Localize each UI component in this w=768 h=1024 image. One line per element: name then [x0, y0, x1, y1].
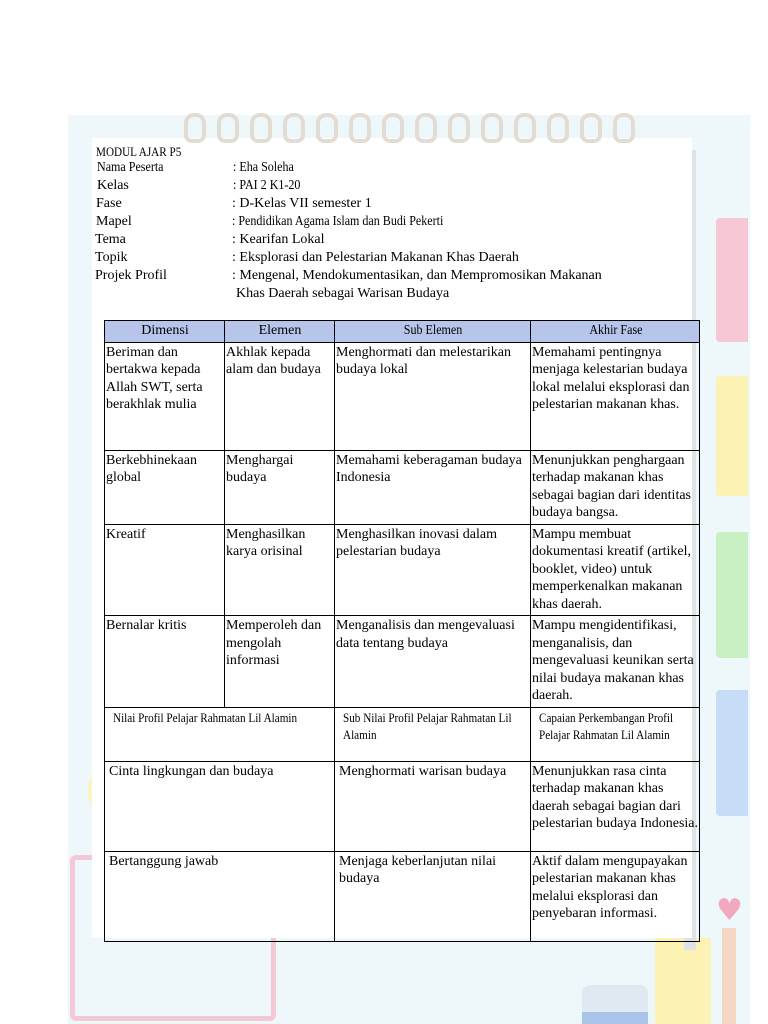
- spiral-ring-icon: [613, 113, 635, 143]
- table-cell: Aktif dalam mengupayakan pelestarian makanan khas melalui eksplorasi dan penyebaran informasi.: [531, 851, 700, 941]
- table-cell: Mampu membuat dokumentasi kreatif (artikel, booklet, video) untuk memperkenalkan makanan khas daerah.: [531, 524, 700, 616]
- info-value: : Kearifan Lokal: [232, 232, 325, 247]
- info-value: : Pendidikan Agama Islam dan Budi Pekerti: [232, 214, 444, 229]
- info-value: : PAI 2 K1-20: [233, 178, 301, 193]
- rahmatan-header-row: [105, 707, 700, 761]
- spiral-ring-icon: [250, 113, 272, 143]
- table-cell: Berkebhinekaan global: [105, 450, 225, 524]
- info-label: Kelas: [97, 178, 129, 193]
- rahmatan-column-header: Sub Nilai Profil Pelajar Rahmatan Lil Alamin: [335, 707, 531, 761]
- spiral-ring-icon: [580, 113, 602, 143]
- table-cell: Memperoleh dan mengolah informasi: [225, 616, 335, 708]
- table-row: [105, 761, 700, 851]
- info-label: Projek Profil: [95, 268, 167, 283]
- rahmatan-column-header: Nilai Profil Pelajar Rahmatan Lil Alamin: [105, 707, 335, 761]
- table-row: [105, 851, 700, 941]
- info-value: : Eksplorasi dan Pelestarian Makanan Khas Daerah: [232, 250, 519, 265]
- column-header: Sub Elemen: [335, 321, 531, 343]
- table-row: [105, 616, 700, 708]
- table-cell: Kreatif: [105, 524, 225, 616]
- table-cell: Mampu mengidentifikasi, menganalisis, dan mengevaluasi keunikan serta nilai budaya makanan khas daerah.: [531, 616, 700, 708]
- spiral-ring-icon: [481, 113, 503, 143]
- info-value: : Eha Soleha: [233, 160, 294, 175]
- pink-tab-decoration: [716, 218, 748, 342]
- document-title: MODUL AJAR P5: [96, 144, 182, 159]
- table-header-row: [105, 321, 700, 343]
- spiral-ring-icon: [415, 113, 437, 143]
- spiral-ring-icon: [547, 113, 569, 143]
- table-cell: Beriman dan bertakwa kepada Allah SWT, serta berakhlak mulia: [105, 342, 225, 450]
- spiral-ring-icon: [349, 113, 371, 143]
- table-cell: Akhlak kepada alam dan budaya: [225, 342, 335, 450]
- blue-tab-decoration: [716, 690, 748, 816]
- spiral-ring-icon: [316, 113, 338, 143]
- projek-profil-continuation: Khas Daerah sebagai Warisan Budaya: [236, 286, 450, 301]
- table-cell: Memahami keberagaman budaya Indonesia: [335, 450, 531, 524]
- table-cell: Bernalar kritis: [105, 616, 225, 708]
- table-row: [105, 342, 700, 450]
- spiral-ring-icon: [283, 113, 305, 143]
- info-value: : D-Kelas VII semester 1: [232, 196, 372, 211]
- info-label: Nama Peserta: [97, 160, 164, 175]
- table-cell: Menghargai budaya: [225, 450, 335, 524]
- column-header: Akhir Fase: [531, 321, 700, 343]
- table-row: [105, 524, 700, 616]
- column-header: Dimensi: [105, 321, 225, 343]
- table-cell: Cinta lingkungan dan budaya: [105, 761, 335, 851]
- pencil-decoration: [722, 928, 736, 1024]
- yellow-tab-decoration: [716, 376, 748, 496]
- table-cell: Menganalisis dan mengevaluasi data tentang budaya: [335, 616, 531, 708]
- info-label: Tema: [95, 232, 126, 247]
- heart-icon: ♥: [716, 893, 743, 928]
- table-row: [105, 450, 700, 524]
- table-cell: Menunjukkan penghargaan terhadap makanan khas sebagai bagian dari identitas budaya bangsa.: [531, 450, 700, 524]
- info-value: : Mengenal, Mendokumentasikan, dan Mempromosikan Makanan: [232, 268, 602, 283]
- table-cell: Memahami pentingnya menjaga kelestarian budaya lokal melalui eksplorasi dan pelestarian makanan khas.: [531, 342, 700, 450]
- table-cell: Menghasilkan inovasi dalam pelestarian budaya: [335, 524, 531, 616]
- ruler-decoration: [655, 938, 711, 1024]
- info-label: Fase: [96, 196, 122, 211]
- spiral-ring-icon: [448, 113, 470, 143]
- table-cell: Menunjukkan rasa cinta terhadap makanan khas daerah sebagai bagian dari pelestarian budaya Indonesia.: [531, 761, 700, 851]
- spiral-ring-icon: [382, 113, 404, 143]
- info-label: Mapel: [96, 214, 132, 229]
- table-cell: Menjaga keberlanjutan nilai budaya: [335, 851, 531, 941]
- rahmatan-column-header: Capaian Perkembangan Profil Pelajar Rahmatan Lil Alamin: [531, 707, 700, 761]
- profile-table: [104, 320, 700, 942]
- eraser-band-decoration: [582, 1012, 648, 1024]
- spiral-ring-icon: [184, 113, 206, 143]
- spiral-ring-icon: [217, 113, 239, 143]
- table-cell: Menghasilkan karya orisinal: [225, 524, 335, 616]
- table-cell: Bertanggung jawab: [105, 851, 335, 941]
- column-header: Elemen: [225, 321, 335, 343]
- table-cell: Menghormati dan melestarikan budaya lokal: [335, 342, 531, 450]
- spiral-ring-icon: [514, 113, 536, 143]
- table-cell: Menghormati warisan budaya: [335, 761, 531, 851]
- green-tab-decoration: [716, 532, 748, 658]
- info-label: Topik: [95, 250, 128, 265]
